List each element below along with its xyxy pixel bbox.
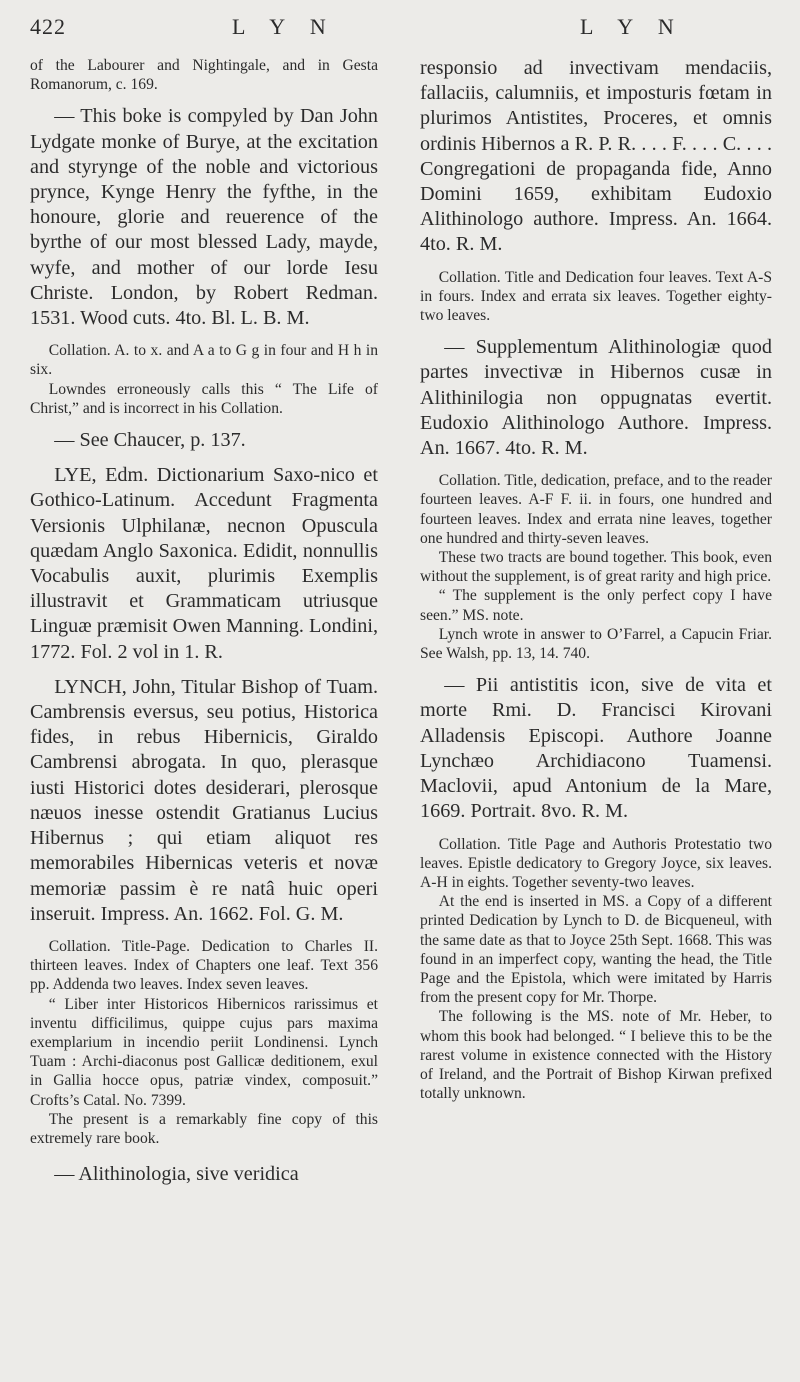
entry-supplementum: — Supplementum Alithinologiæ quod partes invectivæ in Hibernos cusæ in Alithinilogia non oppugnatas evertit. Eudoxio Alithinologo Authore. Impress. An. 1667. 4to. R. M. [420, 336, 772, 460]
note-ofarrel: Lynch wrote in answer to O’Farrel, a Capucin Friar. See Walsh, pp. 13, 14. 740. [420, 625, 772, 663]
note-fine-copy: The present is a remarkably fine copy of this extremely rare book. [30, 1110, 378, 1147]
entry-see-chaucer: — See Chaucer, p. 137. [54, 429, 246, 452]
running-title-right: L Y N [580, 14, 684, 39]
running-title-left: L Y N [232, 14, 336, 39]
note-crofts-quote: “ Liber inter Historicos Hibernicos rarissimus et inventu difficilimus, quippe cujus pars maxima exemplarium in incendio periit Londinensi. Lynch Tuam : Archi-diaconus post Gallicæ deditionem, exul in Gallia hocce opus, patriæ vindex, composuit.” Crofts’s Catal. No. 7399. [30, 995, 378, 1109]
entry-pii-antistitis: — Pii antistitis icon, sive de vita et morte Rmi. D. Francisci Kirovani Alladensis Episcopi. Authore Joanne Lynchæo Archidiacono Tuamensi. Maclovii, apud Antonium de la Mare, 1669. Portrait. 8vo. R. M. [420, 674, 772, 823]
entry-lye: LYE, Edm. Dictionarium Saxo-nico et Gothico-Latinum. Accedunt Fragmenta Versionis Ulphilanæ, necnon Opuscula quædam Anglo Saxonica. Edidit, nonnullis Vocabulis auxit, plurimis Exemplis illustravit et Grammaticam utriusque Linguæ præmisit Owen Manning. Londini, 1772. Fol. 2 vol in 1. R. [30, 464, 378, 663]
note-lowndes: Lowndes erroneously calls this “ The Life of Christ,” and is incorrect in his Collation. [30, 380, 378, 417]
entry-lydgate-boke: — This boke is compyled by Dan John Lydgate monke of Burye, at the excitation and styrynge of the noble and victorious prynce, Kynge Henry the fyfthe, in the honoure, glorie and reuerence of the byrthe of our most blessed Lady, mayde, wyfe, and mother of our lorde Iesu Christe. London, by Robert Redman. 1531. Wood cuts. 4to. Bl. L. B. M. [30, 105, 378, 330]
note-collation-supplementum: Collation. Title, dedication, preface, and to the reader fourteen leaves. A-F F. ii. in fours, one hundred and fourteen leaves. Index and errata nine leaves, together one hundred and thirty-seven leaves. [420, 472, 772, 547]
right-column [420, 56, 772, 1103]
note-collation-pii: Collation. Title Page and Authoris Protestatio two leaves. Epistle dedicatory to Gregory Joyce, six leaves. A-H in eights. Together seventy-two leaves. [420, 835, 772, 891]
left-column [30, 56, 378, 1187]
note-continuation: of the Labourer and Nightingale, and in Gesta Romanorum, c. 169. [30, 57, 378, 94]
running-header [0, 6, 800, 46]
note-collation-lydgate: Collation. A. to x. and A a to G g in four and H h in six. [30, 342, 378, 379]
note-collation-cambrensis: Collation. Title-Page. Dedication to Charles II. thirteen leaves. Index of Chapters one leaf. Text 356 pp. Addenda two leaves. Index seven leaves. [30, 937, 378, 994]
note-collation-alithinologia: Collation. Title and Dedication four leaves. Text A-S in fours. Index and errata six leaves. Together eighty-two leaves. [420, 268, 772, 325]
note-ms-dedication: At the end is inserted in MS. a Copy of a different printed Dedication by Lynch to D. de Bicqueneul, with the same date as that to Joyce 25th Sept. 1668. This was found in an imperfect copy, wanting the head, the Title Page and the Epistola, which were imitated by Harris from the present copy for Mr. Thorpe. [420, 893, 772, 1007]
page-number: 422 [30, 14, 66, 39]
entry-lynch-cambrensis: LYNCH, John, Titular Bishop of Tuam. Cambrensis eversus, seu potius, Historica fides, in rebus Hibernicis, Giraldo Cambrensi abrogata. In quo, plerasque iusti Historici dotes desiderari, plerosque næuos inesse ostendit Gratianus Lucius Hibernus ; qui etiam aliquot res memorabiles Hibernicas veteris et novæ memoriæ passim è re natâ huic operi inseruit. Impress. An. 1662. Fol. G. M. [30, 675, 378, 925]
note-bound-together: These two tracts are bound together. This book, even without the supplement, is of great rarity and high price. [420, 549, 772, 586]
note-heber: The following is the MS. note of Mr. Heber, to whom this book had belonged. “ I believe this to be the rarest volume in existence connected with the History of Ireland, and the Portrait of Bishop Kirwan prefixed totally unknown. [420, 1008, 772, 1103]
entry-alithinologia-start: — Alithinologia, sive veridica [54, 1163, 299, 1186]
note-ms-perfect-copy: “ The supplement is the only perfect copy I have seen.” MS. note. [420, 587, 772, 624]
entry-alithinologia-continued: responsio ad invectivam mendaciis, fallaciis, calumniis, et imposturis fœtam in plurimos Antistites, Proceres, et omnis ordinis Hibernos a R. P. R. . . . F. . . . C. . . . Congregationi de propaganda fide, Anno Domini 1659, exhibitam Eudoxio Alithinologo authore. Impress. An. 1664. 4to. R. M. [420, 57, 772, 256]
